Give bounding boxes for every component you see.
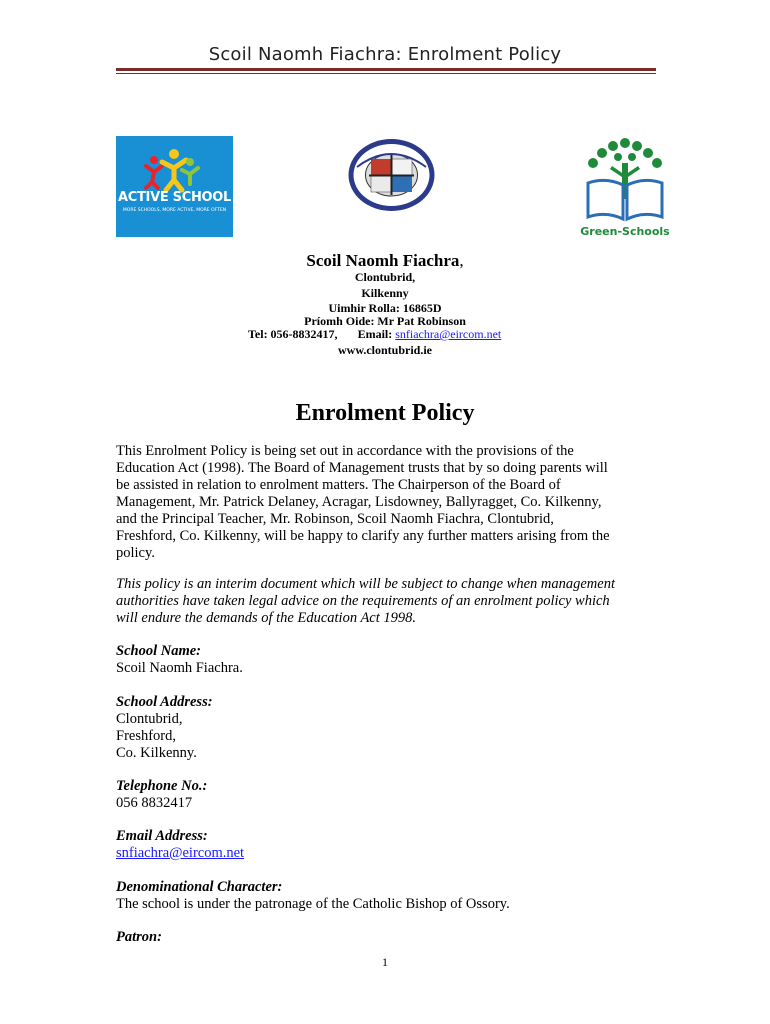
address-line: Co. Kilkenny. (116, 745, 197, 761)
interim-note-paragraph (116, 576, 656, 627)
denominational-character-value: The school is under the patronage of the Catholic Bishop of Ossory. (116, 896, 510, 912)
school-principal: Príomh Oide: Mr Pat Robinson (304, 314, 466, 328)
school-crest-icon (347, 137, 436, 213)
email-address-label: Email Address: (116, 828, 208, 844)
telephone-label: Telephone No.: (116, 778, 208, 794)
school-telephone: Tel: 056-8832417, (248, 327, 338, 341)
school-address-value (116, 711, 197, 762)
school-name-heading (0, 251, 770, 271)
page-header-title: Scoil Naomh Fiachra: Enrolment Policy (208, 44, 562, 65)
page-number: 1 (382, 955, 388, 969)
school-email-link[interactable]: snfiachra@eircom.net (395, 327, 502, 341)
email-address-link[interactable]: snfiachra@eircom.net (116, 845, 245, 861)
interim-line: authorities have taken legal advice on the requirements of an enrolment policy which (116, 593, 610, 609)
intro-line: Freshford, Co. Kilkenny, will be happy to clarify any further matters arising from the (116, 528, 610, 544)
active-school-name: ACTIVE SCHOOL (117, 190, 232, 205)
intro-line: and the Principal Teacher, Mr. Robinson, Scoil Naomh Fiachra, Clontubrid, (116, 511, 554, 527)
school-website: www.clontubrid.ie (337, 343, 432, 357)
green-schools-name: Green-Schools (580, 225, 670, 238)
school-contact-line (248, 327, 501, 342)
intro-line: This Enrolment Policy is being set out in accordance with the provisions of the (116, 443, 574, 459)
intro-line: be assisted in relation to enrolment matters. The Chairperson of the Board of (116, 477, 561, 493)
school-crest-logo (347, 137, 436, 213)
address-line: Freshford, (116, 728, 177, 744)
header-rule (116, 68, 656, 71)
intro-line: policy. (116, 545, 155, 561)
school-email-label: Email: (357, 327, 393, 341)
document-title: Enrolment Policy (295, 400, 475, 426)
school-roll-number: Uimhir Rolla: 16865D (328, 301, 442, 315)
school-address-line2: Kilkenny (361, 286, 409, 300)
patron-label: Patron: (116, 929, 162, 945)
active-school-figures-icon (116, 136, 233, 237)
intro-line: Management, Mr. Patrick Delaney, Acragar, Lisdowney, Ballyragget, Co. Kilkenny, (116, 494, 602, 510)
school-name: Scoil Naomh Fiachra (306, 251, 460, 270)
school-name-label: School Name: (116, 643, 201, 659)
active-school-tagline: MORE SCHOOLS, MORE ACTIVE, MORE OFTEN (122, 208, 227, 213)
address-line: Clontubrid, (116, 711, 183, 727)
intro-line: Education Act (1998). The Board of Management trusts that by so doing parents will (116, 460, 608, 476)
active-school-logo (116, 136, 233, 237)
green-schools-logo (580, 133, 670, 240)
school-name-value: Scoil Naomh Fiachra. (116, 660, 243, 676)
header-rule-thin (116, 73, 656, 74)
intro-paragraph (116, 443, 656, 562)
telephone-value: 056 8832417 (116, 795, 193, 811)
interim-line: This policy is an interim document which will be subject to change when management (116, 576, 615, 592)
school-address-line1: Clontubrid, (354, 270, 416, 284)
green-schools-tree-book-icon (580, 133, 670, 225)
interim-line: will endure the demands of the Education Act 1998. (116, 610, 417, 626)
school-name-comma: , (459, 251, 464, 270)
school-address-label: School Address: (116, 694, 213, 710)
denominational-character-label: Denominational Character: (116, 879, 283, 895)
